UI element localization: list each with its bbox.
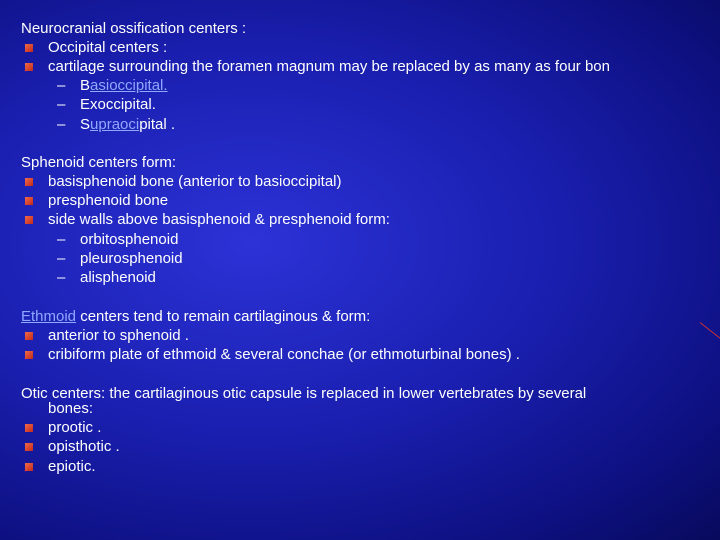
neuro-dash-3-suffix: pital . — [139, 116, 176, 133]
dash-icon: – — [57, 96, 66, 113]
neuro-dash-2: Exoccipital. — [80, 96, 156, 113]
dash-icon: – — [57, 231, 66, 248]
decorative-slash — [700, 322, 720, 341]
ethmoid-heading — [21, 308, 370, 325]
sphenoid-bullet-3: side walls above basisphenoid & presphenoid form: — [48, 211, 390, 228]
bullet-icon — [25, 443, 33, 451]
otic-heading-line-1: Otic centers: the cartilaginous otic capsule is replaced in lower vertebrates by several — [21, 385, 587, 402]
bullet-icon — [25, 63, 33, 71]
otic-bullet-1: prootic . — [48, 419, 102, 436]
neuro-bullet-2: cartilage surrounding the foramen magnum may be replaced by as many as four bon — [48, 58, 610, 75]
neuro-bullet-1: Occipital centers : — [48, 39, 168, 56]
bullet-icon — [25, 332, 33, 340]
dash-icon: – — [57, 77, 66, 94]
bullet-icon — [25, 351, 33, 359]
bullet-icon — [25, 424, 33, 432]
dash-icon: – — [57, 116, 66, 133]
ethmoid-bullet-1: anterior to sphenoid . — [48, 327, 189, 344]
neuro-heading: Neurocranial ossification centers : — [21, 20, 247, 37]
otic-bullet-2: opisthotic . — [48, 438, 120, 455]
neuro-dash-1 — [80, 77, 168, 94]
sphenoid-dash-3: alisphenoid — [80, 269, 156, 286]
bullet-icon — [25, 216, 33, 224]
bullet-icon — [25, 463, 33, 471]
otic-bullet-3: epiotic. — [48, 458, 96, 475]
sphenoid-bullet-2: presphenoid bone — [48, 192, 169, 209]
otic-heading-line-2: bones: — [48, 400, 94, 417]
ethmoid-heading-rest: centers tend to remain cartilaginous & form: — [76, 308, 371, 325]
basioccipital-link[interactable]: asioccipital. — [90, 77, 168, 94]
sphenoid-bullet-1: basisphenoid bone (anterior to basioccipital) — [48, 173, 342, 190]
neuro-dash-1-prefix: B — [80, 77, 91, 94]
dash-icon: – — [57, 250, 66, 267]
ethmoid-link[interactable]: Ethmoid — [21, 308, 77, 325]
sphenoid-dash-2: pleurosphenoid — [80, 250, 183, 267]
sphenoid-dash-1: orbitosphenoid — [80, 231, 179, 248]
supraoccipital-link[interactable]: upraoci — [90, 116, 140, 133]
bullet-icon — [25, 44, 33, 52]
neuro-dash-3-prefix: S — [80, 116, 91, 133]
neuro-dash-3 — [80, 116, 175, 133]
sphenoid-heading: Sphenoid centers form: — [21, 154, 177, 171]
dash-icon: – — [57, 269, 66, 286]
bullet-icon — [25, 197, 33, 205]
bullet-icon — [25, 178, 33, 186]
ethmoid-bullet-2: cribiform plate of ethmoid & several conchae (or ethmoturbinal bones) . — [48, 346, 520, 363]
